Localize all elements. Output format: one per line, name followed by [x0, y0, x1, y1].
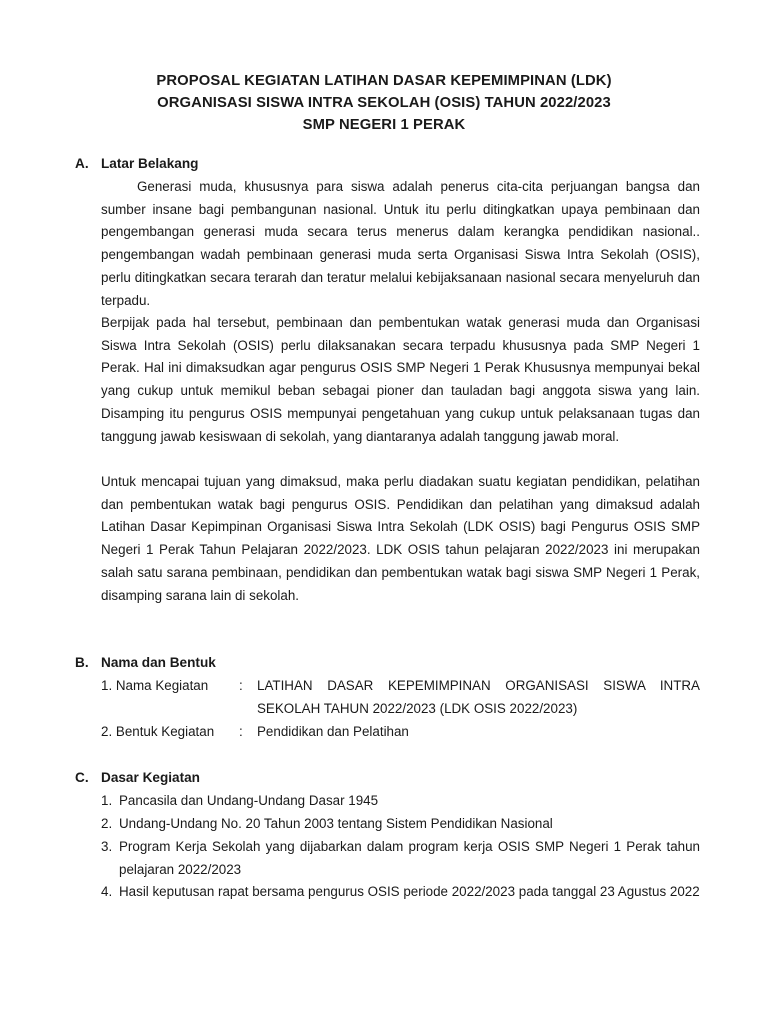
list-item-number: 3. [101, 839, 113, 854]
nama-kegiatan-label: 1. Nama Kegiatan [101, 678, 209, 693]
section-a-letter: A. [75, 156, 89, 171]
list-item-text: Program Kerja Sekolah yang dijabarkan dalam program kerja OSIS SMP Negeri 1 Perak tahun pelajaran 2022/2023 [119, 839, 700, 877]
title-line-2: ORGANISASI SISWA INTRA SEKOLAH (OSIS) TAHUN 2022/2023 [157, 95, 611, 111]
section-c-heading [75, 767, 200, 789]
bentuk-kegiatan-label: 2. Bentuk Kegiatan [101, 724, 215, 739]
list-item-text: Undang-Undang No. 20 Tahun 2003 tentang Sistem Pendidikan Nasional [119, 816, 553, 831]
section-a-paragraph-2: Berpijak pada hal tersebut, pembinaan dan pembentukan watak generasi muda dan Organisasi Siswa Intra Sekolah (OSIS) perlu dilaksanakan secara terpadu khususnya pada SMP Negeri 1 Perak. Hal ini dimaksudkan agar pengurus OSIS SMP Negeri 1 Perak Khususnya mempunyai bekal yang cukup untuk memikul beban sebagai pioner dan tauladan bagi anggota siswa yang lain. Disamping itu pengurus OSIS mempunyai pengetahuan yang cukup untuk pelaksanaan tugas dan tanggung jawab kesiswaan di sekolah, yang diantaranya adalah tanggung jawab moral. [101, 315, 700, 444]
section-c-title: Dasar Kegiatan [101, 770, 200, 785]
bentuk-kegiatan-value: Pendidikan dan Pelatihan [257, 724, 409, 739]
nama-kegiatan-colon: : [239, 678, 243, 693]
section-b-title: Nama dan Bentuk [101, 655, 216, 670]
bentuk-kegiatan-row [101, 721, 700, 744]
document-title [0, 70, 768, 136]
section-a-heading [75, 153, 198, 175]
nama-kegiatan-row [101, 675, 700, 721]
section-a-paragraph-3: Untuk mencapai tujuan yang dimaksud, maka perlu diadakan suatu kegiatan pendidikan, pelatihan dan pembentukan watak bagi pengurus OSIS. Pendidikan dan pelatihan yang dimaksud adalah Latihan Dasar Kepimpinan Organisasi Siswa Intra Sekolah (LDK OSIS) bagi Pengurus OSIS SMP Negeri 1 Perak Tahun Pelajaran 2022/2023. LDK OSIS tahun pelajaran 2022/2023 ini merupakan salah satu sarana pembinaan, pendidikan dan pembentukan watak bagi siswa SMP Negeri 1 Perak, disamping sarana lain di sekolah. [101, 474, 700, 603]
list-item-number: 1. [101, 793, 113, 808]
section-c-letter: C. [75, 770, 89, 785]
list-item-text: Hasil keputusan rapat bersama pengurus OSIS periode 2022/2023 pada tanggal 23 Agustus 2022 [119, 884, 700, 899]
nama-kegiatan-value: LATIHAN DASAR KEPEMIMPINAN ORGANISASI SISWA INTRA SEKOLAH TAHUN 2022/2023 (LDK OSIS 2022/2023) [257, 678, 700, 716]
section-b-heading [75, 652, 216, 674]
section-b-letter: B. [75, 655, 89, 670]
title-line-3: SMP NEGERI 1 PERAK [302, 117, 466, 133]
list-item-number: 4. [101, 884, 113, 899]
section-a-title: Latar Belakang [101, 156, 199, 171]
list-item-text: Pancasila dan Undang-Undang Dasar 1945 [119, 793, 379, 808]
section-a-paragraph-1: Generasi muda, khususnya para siswa adalah penerus cita-cita perjuangan bangsa dan sumber insane bagi pembangunan nasional. Untuk itu perlu ditingkatkan upaya pembinaan dan pengembangan generasi muda secara terus menerus dalam kerangka pendidikan nasional.. pengembangan wadah pembinaan generasi muda serta Organisasi Siswa Intra Sekolah (OSIS), perlu ditingkatkan secara terarah dan teratur melalui kebijaksanaan nasional secara menyeluruh dan terpadu. [101, 179, 700, 308]
title-line-1: PROPOSAL KEGIATAN LATIHAN DASAR KEPEMIMPINAN (LDK) [156, 73, 612, 89]
list-item-number: 2. [101, 816, 113, 831]
bentuk-kegiatan-colon: : [239, 724, 243, 739]
